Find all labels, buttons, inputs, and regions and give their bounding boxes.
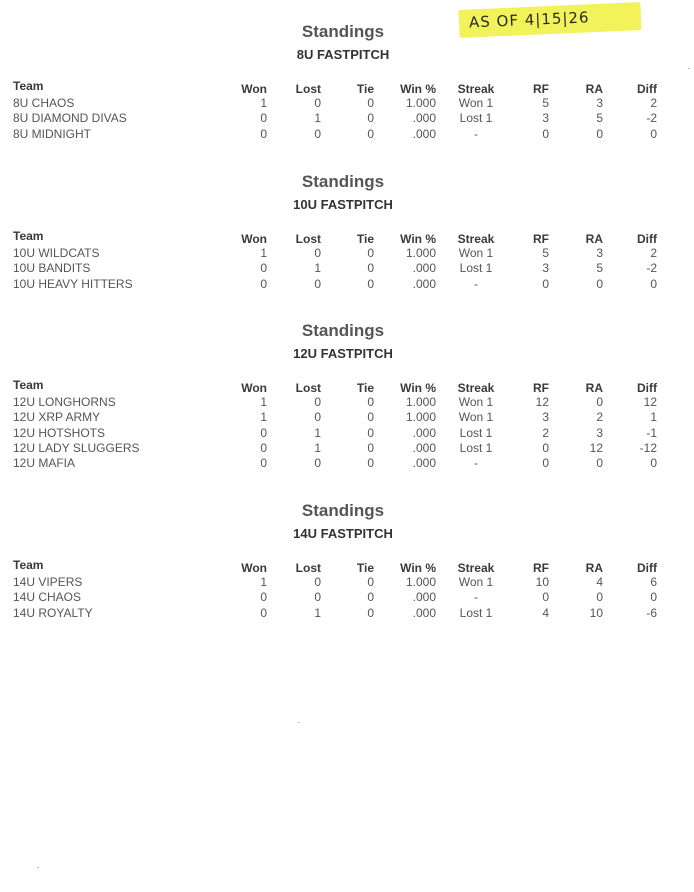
cell-ra: 3 (596, 425, 603, 440)
scan-speck (688, 68, 690, 69)
cell-ra: 5 (596, 261, 603, 276)
table-row (0, 261, 694, 276)
cell-won: 1 (260, 410, 267, 425)
cell-win-pct: 1.000 (405, 575, 436, 589)
cell-diff: -12 (639, 440, 657, 455)
cell-team: 12U HOTSHOTS (13, 425, 106, 440)
table-row (0, 246, 694, 261)
column-header-rf: RF (533, 561, 549, 575)
column-header-team: Team (13, 79, 44, 93)
cell-win-pct: .000 (412, 440, 436, 455)
cell-diff: 0 (650, 456, 657, 471)
column-header-win-pct: Win % (400, 381, 436, 395)
cell-diff: 0 (650, 126, 657, 141)
cell-ra: 3 (596, 96, 603, 110)
cell-tie: 0 (367, 276, 374, 291)
cell-rf: 0 (542, 276, 549, 291)
cell-won: 0 (260, 126, 267, 141)
section-title: Standings (301, 501, 385, 520)
cell-streak: Won 1 (458, 575, 494, 589)
section-title: Standings (301, 172, 385, 191)
column-header-won: Won (241, 381, 267, 395)
scan-speck (37, 867, 39, 868)
cell-team: 12U LADY SLUGGERS (13, 440, 140, 455)
cell-rf: 12 (535, 395, 549, 409)
table-header (0, 378, 694, 396)
cell-win-pct: 1.000 (405, 395, 436, 409)
cell-ra: 0 (596, 590, 603, 605)
cell-tie: 0 (367, 440, 374, 455)
table-row (0, 111, 694, 126)
table-row (0, 426, 694, 441)
cell-rf: 3 (542, 261, 549, 276)
cell-streak: Won 1 (458, 246, 494, 260)
cell-won: 1 (260, 246, 267, 260)
cell-lost: 1 (314, 425, 321, 440)
table-row (0, 410, 694, 425)
column-header-win-pct: Win % (400, 561, 436, 575)
cell-tie: 0 (367, 456, 374, 471)
cell-rf: 5 (542, 96, 549, 110)
cell-win-pct: 1.000 (405, 410, 436, 425)
cell-win-pct: .000 (412, 605, 436, 620)
cell-streak: Lost 1 (459, 261, 493, 276)
cell-rf: 5 (542, 246, 549, 260)
column-header-win-pct: Win % (400, 82, 436, 96)
table-row (0, 575, 694, 590)
cell-diff: -1 (646, 425, 657, 440)
cell-diff: 6 (650, 575, 657, 589)
column-header-ra: RA (585, 561, 603, 575)
cell-lost: 1 (314, 605, 321, 620)
cell-diff: -6 (646, 605, 657, 620)
cell-team: 10U HEAVY HITTERS (13, 276, 133, 291)
cell-lost: 0 (314, 96, 321, 110)
cell-won: 0 (260, 261, 267, 276)
column-header-diff: Diff (637, 82, 657, 96)
column-header-ra: RA (585, 232, 603, 246)
cell-won: 1 (260, 575, 267, 589)
cell-streak: - (474, 126, 478, 141)
cell-team: 14U CHAOS (13, 590, 82, 605)
cell-tie: 0 (367, 425, 374, 440)
cell-lost: 0 (314, 246, 321, 260)
section-title: Standings (301, 22, 385, 41)
cell-streak: - (474, 590, 478, 605)
column-header-rf: RF (533, 381, 549, 395)
cell-team: 10U WILDCATS (13, 246, 100, 260)
cell-ra: 3 (596, 246, 603, 260)
cell-win-pct: .000 (412, 126, 436, 141)
cell-streak: Lost 1 (459, 425, 493, 440)
column-header-ra: RA (585, 381, 603, 395)
table-row (0, 590, 694, 605)
cell-tie: 0 (367, 246, 374, 260)
cell-ra: 5 (596, 111, 603, 126)
cell-rf: 3 (542, 410, 549, 425)
column-header-rf: RF (533, 232, 549, 246)
cell-streak: - (474, 276, 478, 291)
cell-streak: Lost 1 (459, 440, 493, 455)
column-header-tie: Tie (356, 561, 374, 575)
table-row (0, 127, 694, 142)
cell-team: 12U MAFIA (13, 456, 76, 471)
cell-win-pct: 1.000 (405, 246, 436, 260)
cell-streak: Won 1 (458, 395, 494, 409)
cell-won: 0 (260, 440, 267, 455)
cell-ra: 0 (596, 456, 603, 471)
column-header-tie: Tie (356, 232, 374, 246)
cell-lost: 0 (314, 276, 321, 291)
cell-diff: 0 (650, 590, 657, 605)
column-header-team: Team (13, 558, 44, 572)
cell-team: 8U DIAMOND DIVAS (13, 111, 127, 126)
column-header-team: Team (13, 378, 44, 392)
cell-ra: 12 (589, 440, 603, 455)
column-header-lost: Lost (295, 381, 321, 395)
column-header-lost: Lost (295, 82, 321, 96)
cell-won: 1 (260, 96, 267, 110)
column-header-streak: Streak (457, 381, 495, 395)
cell-streak: - (474, 456, 478, 471)
section-title: Standings (301, 321, 385, 340)
cell-streak: Lost 1 (459, 605, 493, 620)
scan-speck (298, 722, 300, 723)
column-header-streak: Streak (457, 232, 495, 246)
table-row (0, 277, 694, 292)
column-header-won: Won (241, 561, 267, 575)
handwritten-date-text: AS OF 4|15|26 (468, 8, 590, 32)
cell-win-pct: 1.000 (405, 96, 436, 110)
cell-diff: 12 (643, 395, 657, 409)
cell-tie: 0 (367, 575, 374, 589)
cell-rf: 10 (535, 575, 549, 589)
cell-ra: 10 (589, 605, 603, 620)
table-row (0, 606, 694, 621)
cell-diff: -2 (646, 111, 657, 126)
cell-streak: Won 1 (458, 410, 494, 425)
cell-won: 0 (260, 111, 267, 126)
cell-tie: 0 (367, 395, 374, 409)
cell-tie: 0 (367, 126, 374, 141)
cell-rf: 0 (542, 456, 549, 471)
cell-streak: Lost 1 (459, 111, 493, 126)
column-header-team: Team (13, 229, 44, 243)
cell-ra: 2 (596, 410, 603, 425)
division-title: 12U FASTPITCH (293, 346, 393, 361)
cell-ra: 4 (596, 575, 603, 589)
cell-tie: 0 (367, 96, 374, 110)
cell-lost: 0 (314, 456, 321, 471)
column-header-win-pct: Win % (400, 232, 436, 246)
table-header (0, 79, 694, 97)
cell-win-pct: .000 (412, 276, 436, 291)
cell-ra: 0 (596, 126, 603, 141)
cell-rf: 3 (542, 111, 549, 126)
cell-lost: 1 (314, 111, 321, 126)
cell-won: 0 (260, 590, 267, 605)
division-title: 10U FASTPITCH (293, 197, 393, 212)
cell-team: 12U LONGHORNS (13, 395, 116, 409)
division-title: 14U FASTPITCH (293, 526, 393, 541)
cell-tie: 0 (367, 605, 374, 620)
column-header-diff: Diff (637, 232, 657, 246)
cell-lost: 0 (314, 590, 321, 605)
cell-rf: 2 (542, 425, 549, 440)
cell-lost: 0 (314, 410, 321, 425)
cell-diff: 1 (650, 410, 657, 425)
column-header-streak: Streak (457, 82, 495, 96)
cell-diff: -2 (646, 261, 657, 276)
cell-lost: 0 (314, 395, 321, 409)
cell-team: 8U MIDNIGHT (13, 126, 91, 141)
cell-won: 0 (260, 456, 267, 471)
cell-lost: 1 (314, 440, 321, 455)
cell-lost: 1 (314, 261, 321, 276)
cell-diff: 2 (650, 96, 657, 110)
cell-win-pct: .000 (412, 111, 436, 126)
cell-won: 1 (260, 395, 267, 409)
table-row (0, 441, 694, 456)
table-header (0, 229, 694, 247)
cell-team: 10U BANDITS (13, 261, 91, 276)
table-header (0, 558, 694, 576)
cell-ra: 0 (596, 276, 603, 291)
cell-rf: 0 (542, 440, 549, 455)
cell-win-pct: .000 (412, 590, 436, 605)
column-header-won: Won (241, 82, 267, 96)
cell-rf: 0 (542, 126, 549, 141)
cell-tie: 0 (367, 590, 374, 605)
column-header-ra: RA (585, 82, 603, 96)
cell-ra: 0 (596, 395, 603, 409)
column-header-won: Won (241, 232, 267, 246)
cell-tie: 0 (367, 261, 374, 276)
cell-win-pct: .000 (412, 456, 436, 471)
column-header-tie: Tie (356, 381, 374, 395)
column-header-lost: Lost (295, 561, 321, 575)
cell-diff: 2 (650, 246, 657, 260)
column-header-lost: Lost (295, 232, 321, 246)
cell-tie: 0 (367, 410, 374, 425)
column-header-streak: Streak (457, 561, 495, 575)
cell-lost: 0 (314, 575, 321, 589)
cell-won: 0 (260, 276, 267, 291)
column-header-diff: Diff (637, 561, 657, 575)
column-header-tie: Tie (356, 82, 374, 96)
table-row (0, 395, 694, 410)
cell-team: 12U XRP ARMY (13, 410, 101, 425)
cell-diff: 0 (650, 276, 657, 291)
division-title: 8U FASTPITCH (296, 47, 390, 62)
cell-rf: 0 (542, 590, 549, 605)
cell-team: 8U CHAOS (13, 96, 75, 110)
cell-won: 0 (260, 605, 267, 620)
cell-streak: Won 1 (458, 96, 494, 110)
table-row (0, 456, 694, 471)
cell-won: 0 (260, 425, 267, 440)
cell-team: 14U ROYALTY (13, 605, 93, 620)
table-row (0, 96, 694, 111)
cell-win-pct: .000 (412, 261, 436, 276)
cell-rf: 4 (542, 605, 549, 620)
cell-team: 14U VIPERS (13, 575, 83, 589)
cell-win-pct: .000 (412, 425, 436, 440)
column-header-rf: RF (533, 82, 549, 96)
cell-lost: 0 (314, 126, 321, 141)
column-header-diff: Diff (637, 381, 657, 395)
cell-tie: 0 (367, 111, 374, 126)
